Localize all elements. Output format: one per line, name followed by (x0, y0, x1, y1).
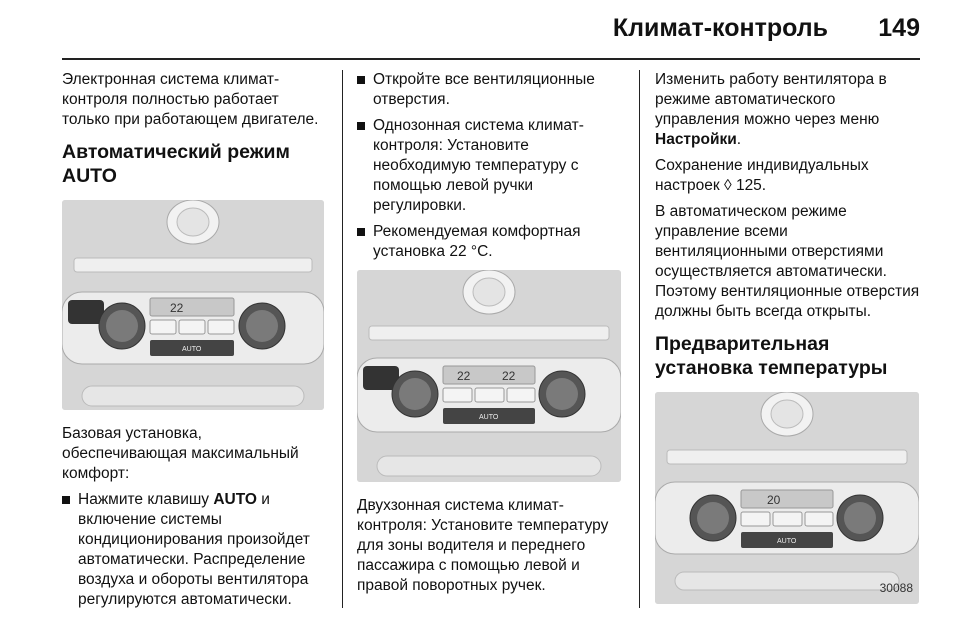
climate-panel-illustration-1 (62, 200, 324, 410)
panel-display-readout: 22 (170, 301, 184, 315)
header-rule (62, 58, 920, 60)
bullet-square-icon (357, 122, 365, 130)
dual-zone-paragraph: Двухзонная система климат-контроля: Установите температуру для зоны водителя и переднего пассажира с помощью левой и правой поворотных ручек. (357, 497, 609, 594)
column-divider (639, 70, 640, 608)
settings-menu-label: Настройки (655, 131, 737, 148)
list-item: Однозонная система климат-контроля: Установите необходимую температуру с помощью левой ручки регулировки. (357, 116, 624, 216)
climate-panel-drawing (655, 392, 919, 604)
panel-auto-button-label: AUTO (182, 346, 202, 353)
panel-display-right: 22 (502, 369, 516, 383)
intro-paragraph: Электронная система климат-контроля полностью работает только при работающем двигателе. (62, 71, 319, 128)
bullet-square-icon (62, 496, 70, 504)
bullet-square-icon (357, 76, 365, 84)
panel-auto-button-label: AUTO (777, 538, 797, 545)
fan-paragraph: Изменить работу вентилятора в режиме автоматического управления можно через меню Настройки. (655, 71, 887, 148)
basic-setup-paragraph: Базовая установка, обеспечивающая максимальный комфорт: (62, 425, 299, 482)
climate-panel-drawing (357, 270, 621, 482)
bullet-list-1 (62, 490, 327, 610)
section-heading-preset: Предварительная установка температуры (655, 333, 888, 379)
section-heading-auto: Автоматический режим AUTO (62, 141, 290, 187)
page-number: 149 (878, 14, 920, 42)
saving-settings-paragraph: Сохранение индивидуальных настроек ◊ 125. (655, 157, 869, 194)
page-title: Климат-контроль (612, 14, 828, 42)
figure-number: 30088 (879, 581, 913, 595)
auto-key-label: AUTO (213, 491, 257, 508)
list-item: Откройте все вентиляционные отверстия. (357, 70, 624, 110)
column-3 (655, 70, 920, 618)
bullet-square-icon (357, 228, 365, 236)
page-header (62, 0, 920, 60)
panel-auto-button-label: AUTO (479, 414, 499, 421)
climate-panel-illustration-3 (655, 392, 919, 604)
panel-display-left: 22 (457, 369, 471, 383)
auto-mode-paragraph: В автоматическом режиме управление всеми вентиляционными отверстиями осуществляется автоматически. Поэтому вентиляционные отверстия должны быть всегда открыты. (655, 203, 920, 320)
column-2 (357, 70, 624, 602)
list-item: Нажмите клавишу AUTO и включение системы кондиционирования произойдет автоматически. Распределение воздуха и обороты вентилятора регулируются автоматически. (62, 490, 327, 610)
list-item: Рекомендуемая комфортная установка 22 °C. (357, 222, 624, 262)
column-1 (62, 70, 327, 616)
climate-panel-illustration-2 (357, 270, 621, 482)
bullet-list-2 (357, 70, 624, 262)
column-divider (342, 70, 343, 608)
climate-panel-drawing (62, 200, 324, 410)
panel-display-readout: 20 (767, 493, 781, 507)
